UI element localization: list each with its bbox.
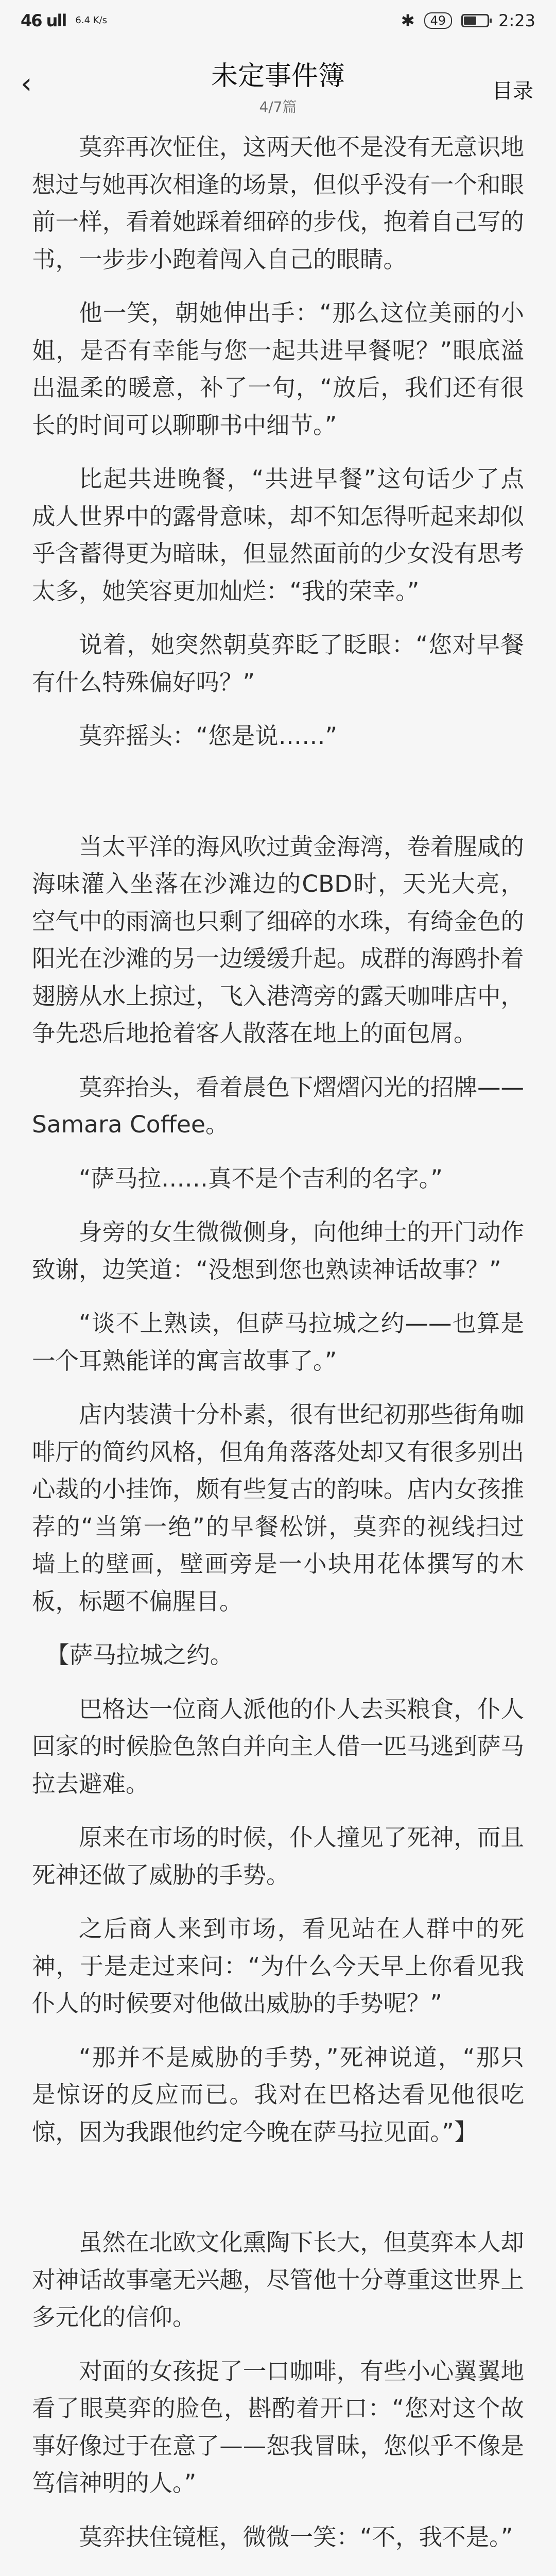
paragraph: 莫弈摇头：“您是说……” [79, 722, 338, 750]
paragraph: 巴格达一位商人派他的仆人去买粮食，仆人回家的时候脸色煞白并向主人借一匹马逃到萨马拉去避难。 [32, 1695, 524, 1798]
paragraph: 莫弈抬头，看着晨色下熠熠闪光的招牌——Samara Coffee。 [32, 1073, 524, 1138]
paragraph-spacer [32, 2167, 524, 2224]
back-arrow-icon[interactable]: ‹ [21, 67, 32, 100]
clock: 2:23 [498, 11, 535, 30]
status-left [21, 11, 107, 30]
paragraph: “那并不是威胁的手势，”死神说道，“那只是惊讶的反应而已。我对在巴格达看见他很吃惊，因为我跟他约定今晚在萨马拉见面。”】 [32, 2043, 524, 2146]
net-speed: 6.4 K/s [75, 15, 107, 26]
battery-level [464, 16, 476, 25]
paragraph: 对面的女孩捉了一口咖啡，有些小心翼翼地看了眼莫弈的脸色，斟酌着开口：“您对这个故事好像过于在意了——恕我冒昧，您似乎不像是笃信神明的人。” [32, 2357, 524, 2497]
paragraph: 莫弈扶住镜框，微微一笑：“不，我不是。” [79, 2523, 513, 2551]
chapter-progress: 4/7篇 [259, 98, 297, 115]
paragraph: 他一笑，朝她伸出手：“那么这位美丽的小姐，是否有幸能与您一起共进早餐呢？”眼底溢出温柔的暖意，补了一句，“放后，我们还有很长的时间可以聊聊书中细节。” [32, 299, 524, 439]
reader-header [0, 49, 556, 121]
paragraph: 虽然在北欧文化熏陶下长大，但莫弈本人却对神话故事毫无兴趣，尽管他十分尊重这世界上多元化的信仰。 [32, 2229, 524, 2331]
paragraph: “谈不上熟读，但萨马拉城之约——也算是一个耳熟能详的寓言故事了。” [32, 1310, 524, 1375]
chapter-text [32, 129, 524, 2576]
title-block [211, 54, 345, 116]
paragraph-spacer [32, 772, 524, 828]
signal-icon: 46 ull [21, 11, 66, 30]
paragraph: “萨马拉……真不是个吉利的名字。” [79, 1164, 443, 1192]
paragraph: 之后商人来到市场，看见站在人群中的死神，于是走过来问：“为什么今天早上你看见我仆人的时候要对他做出威胁的手势呢？” [32, 1915, 524, 2017]
paragraph: 店内装潢十分朴素，很有世纪初那些街角咖啡厅的简约风格，但角角落落处却又有很多别出心裁的小挂饰，颇有些复古的韵味。店内女孩推荐的“当第一绝”的早餐松饼，莫弈的视线扫过墙上的壁画，壁画旁是一小块用花体撰写的木板，标题不偏腥目。 [32, 1401, 524, 1615]
paragraph: 身旁的女生微微侧身，向他绅士的开门动作致谢，边笑道：“没想到您也熟读神话故事？” [32, 1218, 524, 1283]
book-title: 未定事件簿 [211, 60, 345, 92]
status-right [401, 11, 535, 30]
paragraph: 当太平洋的海风吹过黄金海湾，卷着腥咸的海味灌入坐落在沙滩边的CBD时，天光大亮，空气中的雨滴也只剩了细碎的水珠，有绮金色的阳光在沙滩的另一边缓缓升起。成群的海鸥扑着翅膀从水上掠过，飞入港湾旁的露天咖啡店中，争先恐后地抢着客人散落在地上的面包屑。 [32, 833, 524, 1047]
bluetooth-icon: ✱ [401, 11, 415, 30]
paragraph: 说着，她突然朝莫弈眨了眨眼：“您对早餐有什么特殊偏好吗？” [32, 631, 524, 696]
status-pill: 49 [424, 12, 453, 29]
status-bar [0, 0, 556, 41]
paragraph: 莫弈再次怔住，这两天他不是没有无意识地想过与她再次相逢的场景，但似乎没有一个和眼前一样，看着她踩着细碎的步伐，抱着自己写的书，一步步小跑着闯入自己的眼睛。 [32, 133, 524, 273]
paragraph: 比起共进晚餐，“共进早餐”这句话少了点成人世界中的露骨意味，却不知怎得听起来却似乎含蓄得更为暗昧，但显然面前的少女没有思考太多，她笑容更加灿烂：“我的荣幸。” [32, 465, 524, 605]
paragraph: 【萨马拉城之约。 [46, 1641, 234, 1669]
battery-icon [461, 14, 489, 27]
paragraph: 原来在市场的时候，仆人撞见了死神，而且死神还做了威胁的手势。 [32, 1824, 524, 1889]
paragraph [32, 2572, 524, 2576]
toc-button[interactable]: 目录 [492, 79, 533, 103]
